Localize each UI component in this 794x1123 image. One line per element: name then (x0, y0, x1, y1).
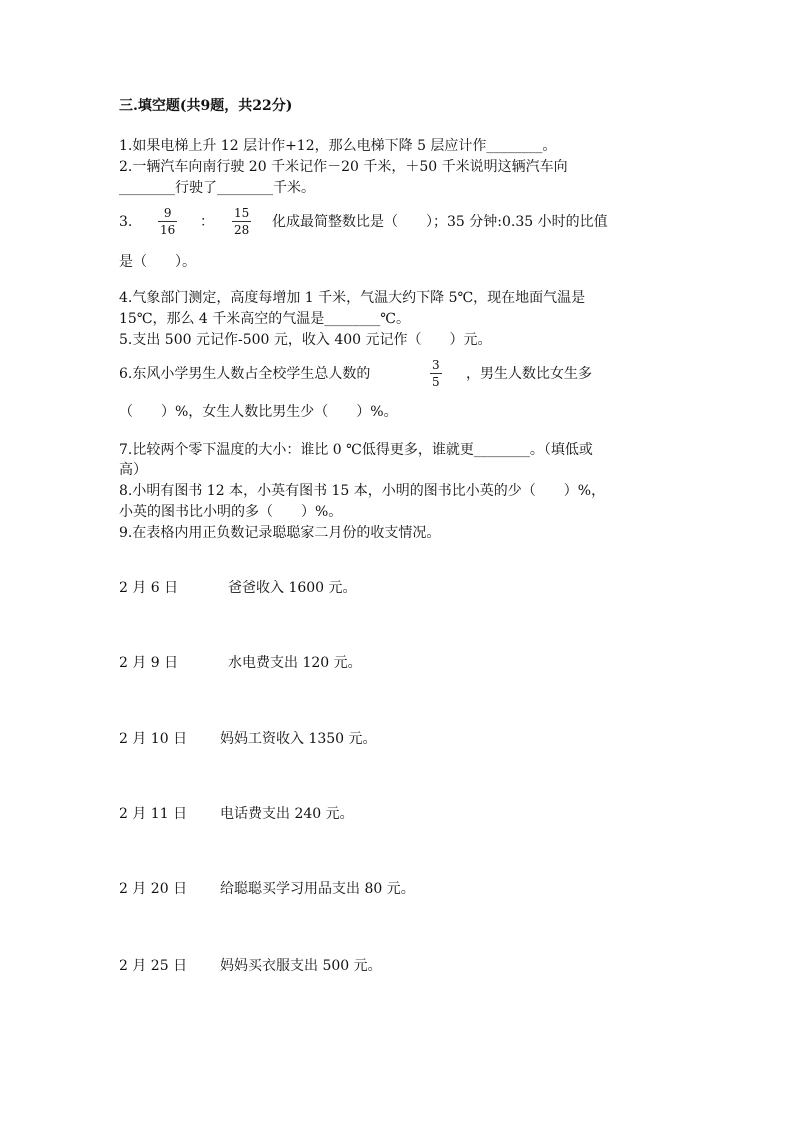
fraction-denominator: 28 (234, 223, 250, 237)
question-6-line-2: （ ）%，女生人数比男生少（ ）%。 (119, 404, 398, 420)
fraction-numerator: 9 (163, 206, 172, 220)
record-date: 2 月 20 日 (119, 881, 188, 897)
fraction-bar (158, 221, 177, 222)
fraction-denominator: 16 (160, 223, 176, 237)
record-description: 爸爸收入 1600 元。 (228, 580, 357, 596)
record-description: 水电费支出 120 元。 (228, 655, 362, 671)
fraction-bar (232, 221, 251, 222)
record-description: 给聪聪买学习用品支出 80 元。 (220, 881, 415, 897)
question-7-line-2: 高） (119, 462, 147, 478)
question-6-text: 6.东风小学男生人数占全校学生总人数的 (119, 366, 371, 382)
question-8-line-2: 小英的图书比小明的多（ ）%。 (119, 504, 343, 520)
question-4-line-2: 15℃，那么 4 千米高空的气温是________℃。 (119, 311, 410, 327)
question-7-line-1: 7.比较两个零下温度的大小：谁比 0 ℃低得更多，谁就更________。（填低或 (119, 442, 593, 458)
fraction-bar (430, 373, 442, 374)
record-date: 2 月 10 日 (119, 731, 188, 747)
record-description: 妈妈工资收入 1350 元。 (220, 731, 377, 747)
record-description: 电话费支出 240 元。 (220, 806, 354, 822)
question-3-fraction-1 (158, 206, 177, 237)
record-date: 2 月 9 日 (119, 655, 179, 671)
question-8-line-1: 8.小明有图书 12 本，小英有图书 15 本，小明的图书比小英的少（ ）%， (119, 483, 606, 499)
record-description: 妈妈买衣服支出 500 元。 (220, 958, 382, 974)
question-6-text-after: ，男生人数比女生多 (466, 366, 592, 382)
question-3-fraction-2 (232, 206, 251, 237)
question-3-line-2: 是（ ）。 (119, 254, 196, 270)
question-3-colon: ： (200, 214, 214, 230)
section-title: 三.填空题(共9题，共22分) (119, 98, 293, 114)
question-5: 5.支出 500 元记作-500 元，收入 400 元记作（ ）元。 (119, 332, 492, 348)
question-2-line-1: 2.一辆汽车向南行驶 20 千米记作－20 千米，＋50 千米说明这辆汽车向 (119, 159, 568, 175)
record-date: 2 月 11 日 (119, 806, 188, 822)
record-date: 2 月 6 日 (119, 580, 179, 596)
question-6-fraction (430, 358, 442, 389)
question-2-line-2: ________行驶了________千米。 (119, 180, 315, 196)
fraction-denominator: 5 (432, 375, 440, 389)
record-date: 2 月 25 日 (119, 958, 188, 974)
question-9: 9.在表格内用正负数记录聪聪家二月份的收支情况。 (119, 525, 441, 541)
question-4-line-1: 4.气象部门测定，高度每增加 1 千米，气温大约下降 5℃，现在地面气温是 (119, 290, 586, 306)
fraction-numerator: 3 (432, 358, 440, 372)
question-3-number: 3. (119, 214, 133, 230)
question-3-text: 化成最简整数比是（ ）；35 分钟:0.35 小时的比值 (272, 214, 608, 230)
question-1: 1.如果电梯上升 12 层计作+12，那么电梯下降 5 层应计作________。 (119, 138, 557, 154)
fraction-numerator: 15 (234, 206, 250, 220)
